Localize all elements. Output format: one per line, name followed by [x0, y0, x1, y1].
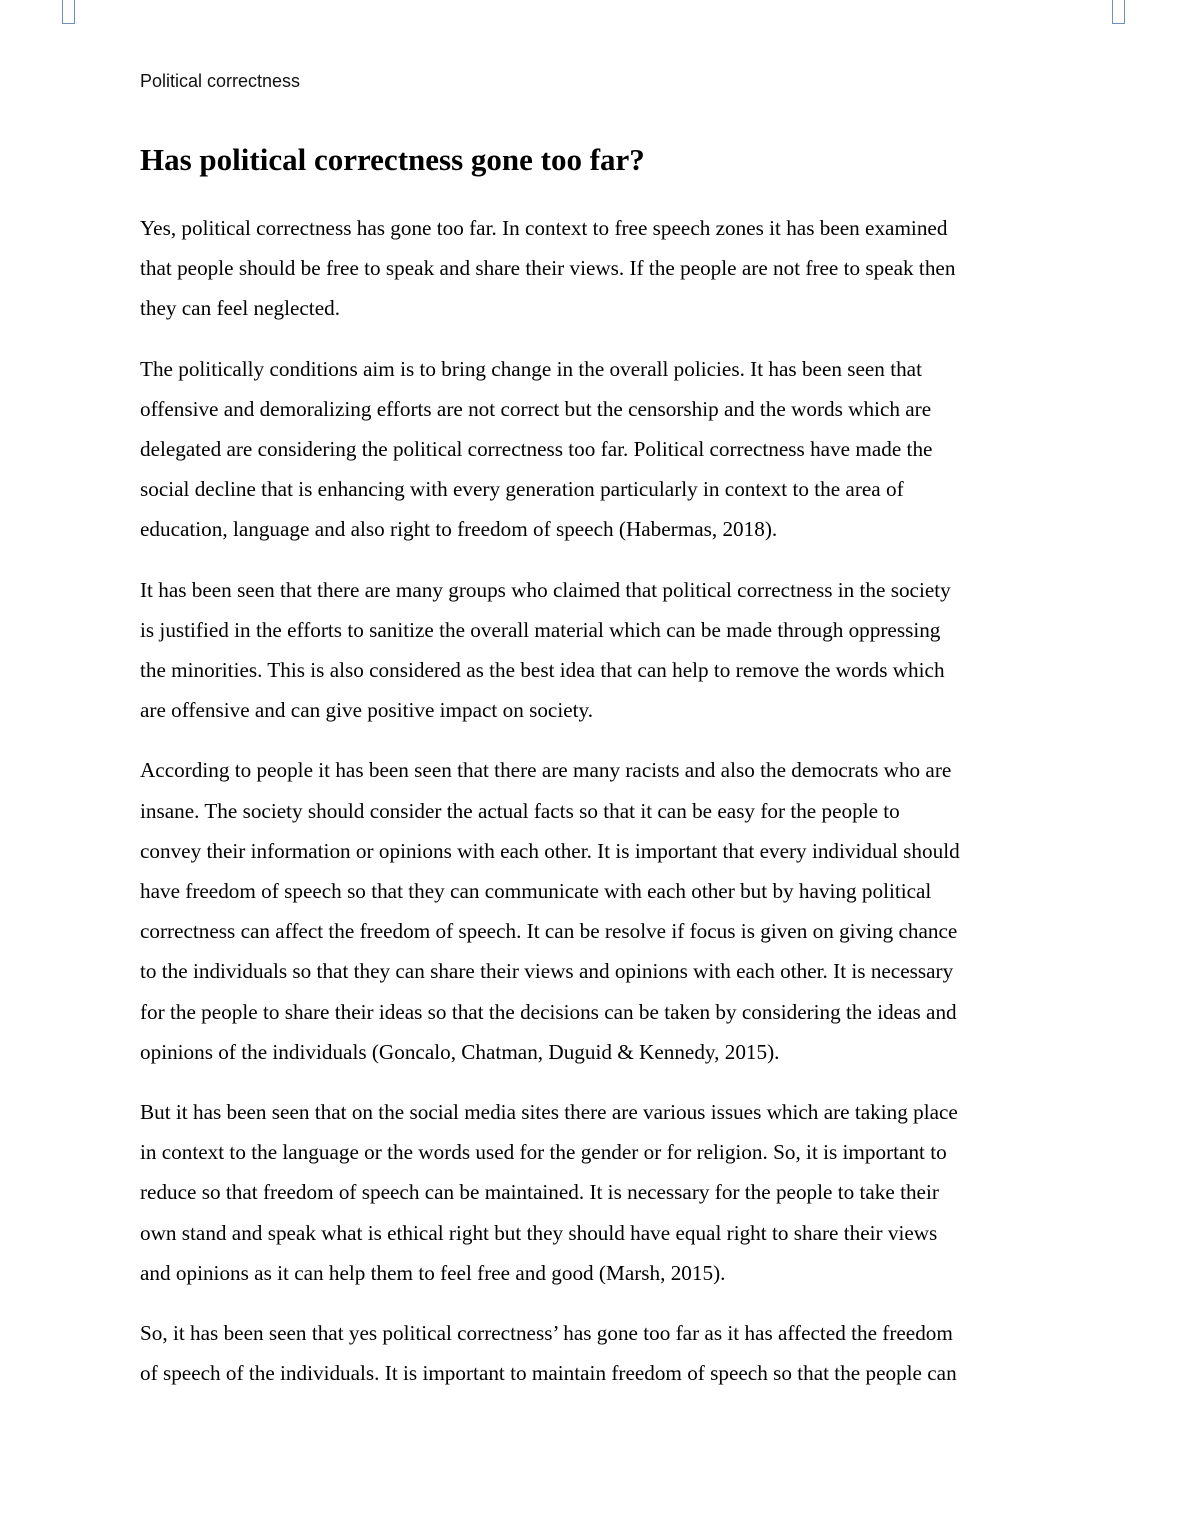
paragraph-line: But it has been seen that on the social media sites there are various issues which are taking place: [140, 1100, 958, 1125]
running-header: Political correctness: [140, 71, 301, 91]
margin-corner-mark-left: [62, 0, 75, 24]
paragraph-line: According to people it has been seen that there are many racists and also the democrats who are: [140, 758, 952, 783]
paragraph-line: to the individuals so that they can share their views and opinions with each other. It is necessary: [140, 959, 954, 984]
paragraph-line: own stand and speak what is ethical right but they should have equal right to share their views: [140, 1220, 938, 1245]
paragraph-line: Yes, political correctness has gone too far. In context to free speech zones it has been examined: [140, 216, 948, 240]
paragraph-line: The politically conditions aim is to bring change in the overall policies. It has been seen that: [140, 356, 922, 381]
body-paragraph: [140, 349, 1050, 550]
margin-corner-mark-right: [1112, 0, 1125, 24]
paragraph-line: the minorities. This is also considered as the best idea that can help to remove the words which: [140, 658, 945, 683]
paragraph-line: correctness can affect the freedom of speech. It can be resolve if focus is given on giving chance: [140, 919, 958, 944]
paragraph-line: education, language and also right to freedom of speech (Habermas, 2018).: [140, 517, 778, 542]
body-paragraph: [140, 208, 1050, 329]
paragraph-line: reduce so that freedom of speech can be maintained. It is necessary for the people to take their: [140, 1180, 939, 1205]
paragraph-list: [140, 208, 1050, 1393]
document-title: Has political correctness gone too far?: [140, 142, 645, 177]
body-paragraph: [140, 750, 1050, 1072]
paragraph-line: they can feel neglected.: [140, 296, 340, 321]
paragraph-line: So, it has been seen that yes political correctness’ has gone too far as it has affected the freedom: [140, 1321, 953, 1346]
body-paragraph: [140, 1092, 1050, 1293]
paragraph-line: for the people to share their ideas so that the decisions can be taken by considering the ideas and: [140, 999, 957, 1024]
document-body: [140, 138, 1050, 1413]
paragraph-line: It has been seen that there are many groups who claimed that political correctness in the society: [140, 577, 951, 602]
paragraph-line: insane. The society should consider the actual facts so that it can be easy for the people to: [140, 798, 900, 823]
paragraph-line: social decline that is enhancing with every generation particularly in context to the area of: [140, 477, 904, 502]
paragraph-line: offensive and demoralizing efforts are not correct but the censorship and the words which are: [140, 396, 932, 421]
paragraph-line: are offensive and can give positive impact on society.: [140, 698, 594, 723]
body-paragraph: [140, 570, 1050, 731]
paragraph-line: that people should be free to speak and share their views. If the people are not free to speak then: [140, 256, 956, 281]
paragraph-line: have freedom of speech so that they can communicate with each other but by having political: [140, 879, 932, 904]
paragraph-line: in context to the language or the words used for the gender or for religion. So, it is important to: [140, 1140, 947, 1165]
body-paragraph: [140, 1313, 1050, 1393]
paragraph-line: is justified in the efforts to sanitize the overall material which can be made through oppressing: [140, 617, 941, 642]
paragraph-line: and opinions as it can help them to feel free and good (Marsh, 2015).: [140, 1260, 726, 1285]
paragraph-line: opinions of the individuals (Goncalo, Chatman, Duguid & Kennedy, 2015).: [140, 1039, 780, 1064]
paragraph-line: convey their information or opinions with each other. It is important that every individual should: [140, 838, 960, 863]
paragraph-line: delegated are considering the political correctness too far. Political correctness have made the: [140, 437, 933, 462]
paragraph-line: of speech of the individuals. It is important to maintain freedom of speech so that the people can: [140, 1361, 957, 1386]
